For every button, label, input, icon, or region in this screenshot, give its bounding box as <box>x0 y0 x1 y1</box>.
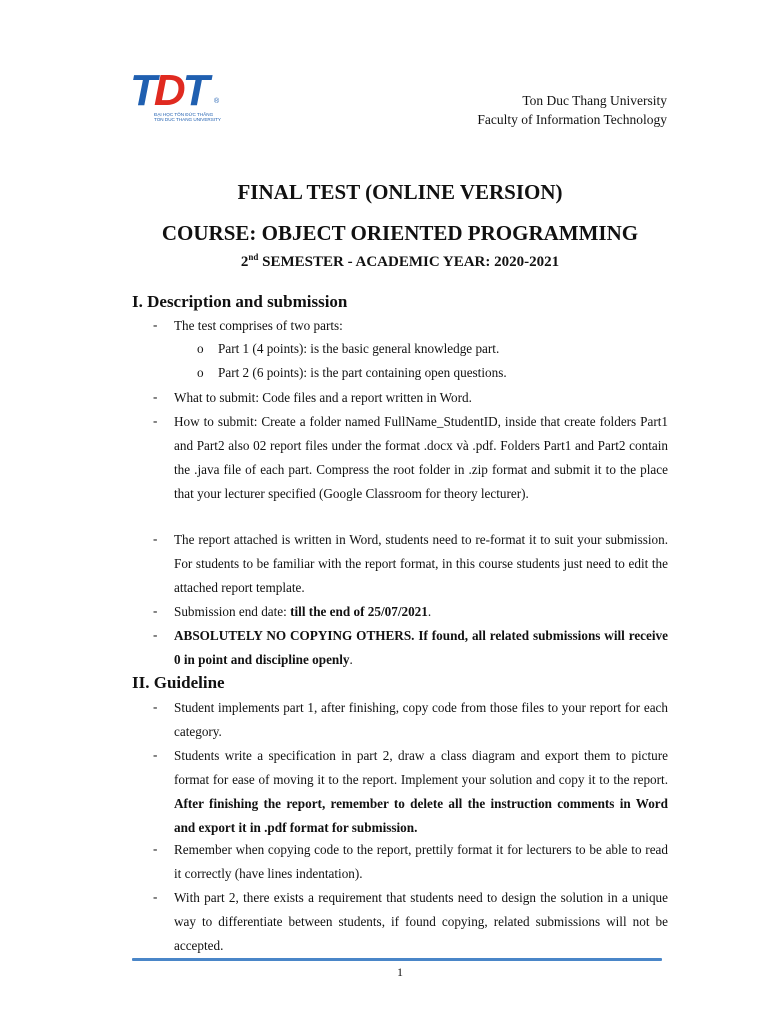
list-item: Remember when copying code to the report, prettily format it for lecturers to be able to read it correctly (have lines indentation). <box>174 842 668 881</box>
sub-bullet: o <box>197 365 204 380</box>
list-dash: - <box>153 413 158 428</box>
list-dash: - <box>153 389 158 404</box>
list-item-warning: ABSOLUTELY NO COPYING OTHERS. If found, all related submissions will receive 0 in point and discipline openly. <box>174 628 668 667</box>
test-title: FINAL TEST (ONLINE VERSION) <box>237 180 563 204</box>
list-item-deadline: Submission end date: till the end of 25/07/2021. <box>174 604 432 619</box>
institution-header <box>477 91 667 129</box>
faculty-name: Faculty of Information Technology <box>477 112 667 127</box>
list-item: With part 2, there exists a requirement that students need to design the solution in a unique way to differentiate between students, if found copying, related submissions will not be accepted. <box>174 890 668 953</box>
list-dash: - <box>153 699 158 714</box>
course-title: COURSE: OBJECT ORIENTED PROGRAMMING <box>161 221 639 245</box>
sub-list-item: Part 2 (6 points): is the part containing open questions. <box>218 365 507 380</box>
list-item: Students write a specification in part 2, draw a class diagram and export them to picture format for ease of moving it to the report. Implement your solution and copy it to the report. After finishing the report, remember to delete all the instruction comments in Word and export it in .pdf format for submission. <box>174 748 668 835</box>
list-item: What to submit: Code files and a report written in Word. <box>174 390 472 405</box>
registered-mark: ® <box>214 98 220 105</box>
list-item: The test comprises of two parts: <box>174 318 343 333</box>
sub-list-item: Part 1 (4 points): is the basic general knowledge part. <box>218 341 500 356</box>
university-name: Ton Duc Thang University <box>522 93 667 108</box>
list-dash: - <box>153 889 158 904</box>
footer-divider <box>132 958 662 961</box>
section-heading-guideline: II. Guideline <box>132 673 225 692</box>
list-dash: - <box>153 317 158 332</box>
logo-letters: TDT <box>130 66 207 115</box>
university-logo <box>130 68 222 124</box>
list-dash: - <box>153 531 158 546</box>
semester-title: 2nd SEMESTER - ACADEMIC YEAR: 2020-2021 <box>240 252 560 270</box>
list-dash: - <box>153 603 158 618</box>
sub-bullet: o <box>197 341 204 356</box>
page-number: 1 <box>397 965 403 979</box>
list-item: How to submit: Create a folder named FullName_StudentID, inside that create folders Part1 and Part2 also 02 report files under the format .docx và .pdf. Folders Part1 and Part2 contain the .java file of each part. Compress the root folder in .zip format and submit it to the place that your lecturer specified (Google Classroom for theory lecturer). <box>174 414 668 501</box>
list-item: The report attached is written in Word, students need to re-format it to suit your submission. For students to be familiar with the report format, in this course students just need to edit the attached report template. <box>174 532 668 595</box>
list-item: Student implements part 1, after finishing, copy code from those files to your report for each category. <box>174 700 668 739</box>
list-dash: - <box>153 841 158 856</box>
logo-subtitle: ĐẠI HỌC TÔN ĐỨC THẮNG TON DUC THANG UNIVERSITY <box>154 112 221 122</box>
list-dash: - <box>153 747 158 762</box>
list-dash: - <box>153 627 158 642</box>
section-heading-description: I. Description and submission <box>132 292 348 311</box>
